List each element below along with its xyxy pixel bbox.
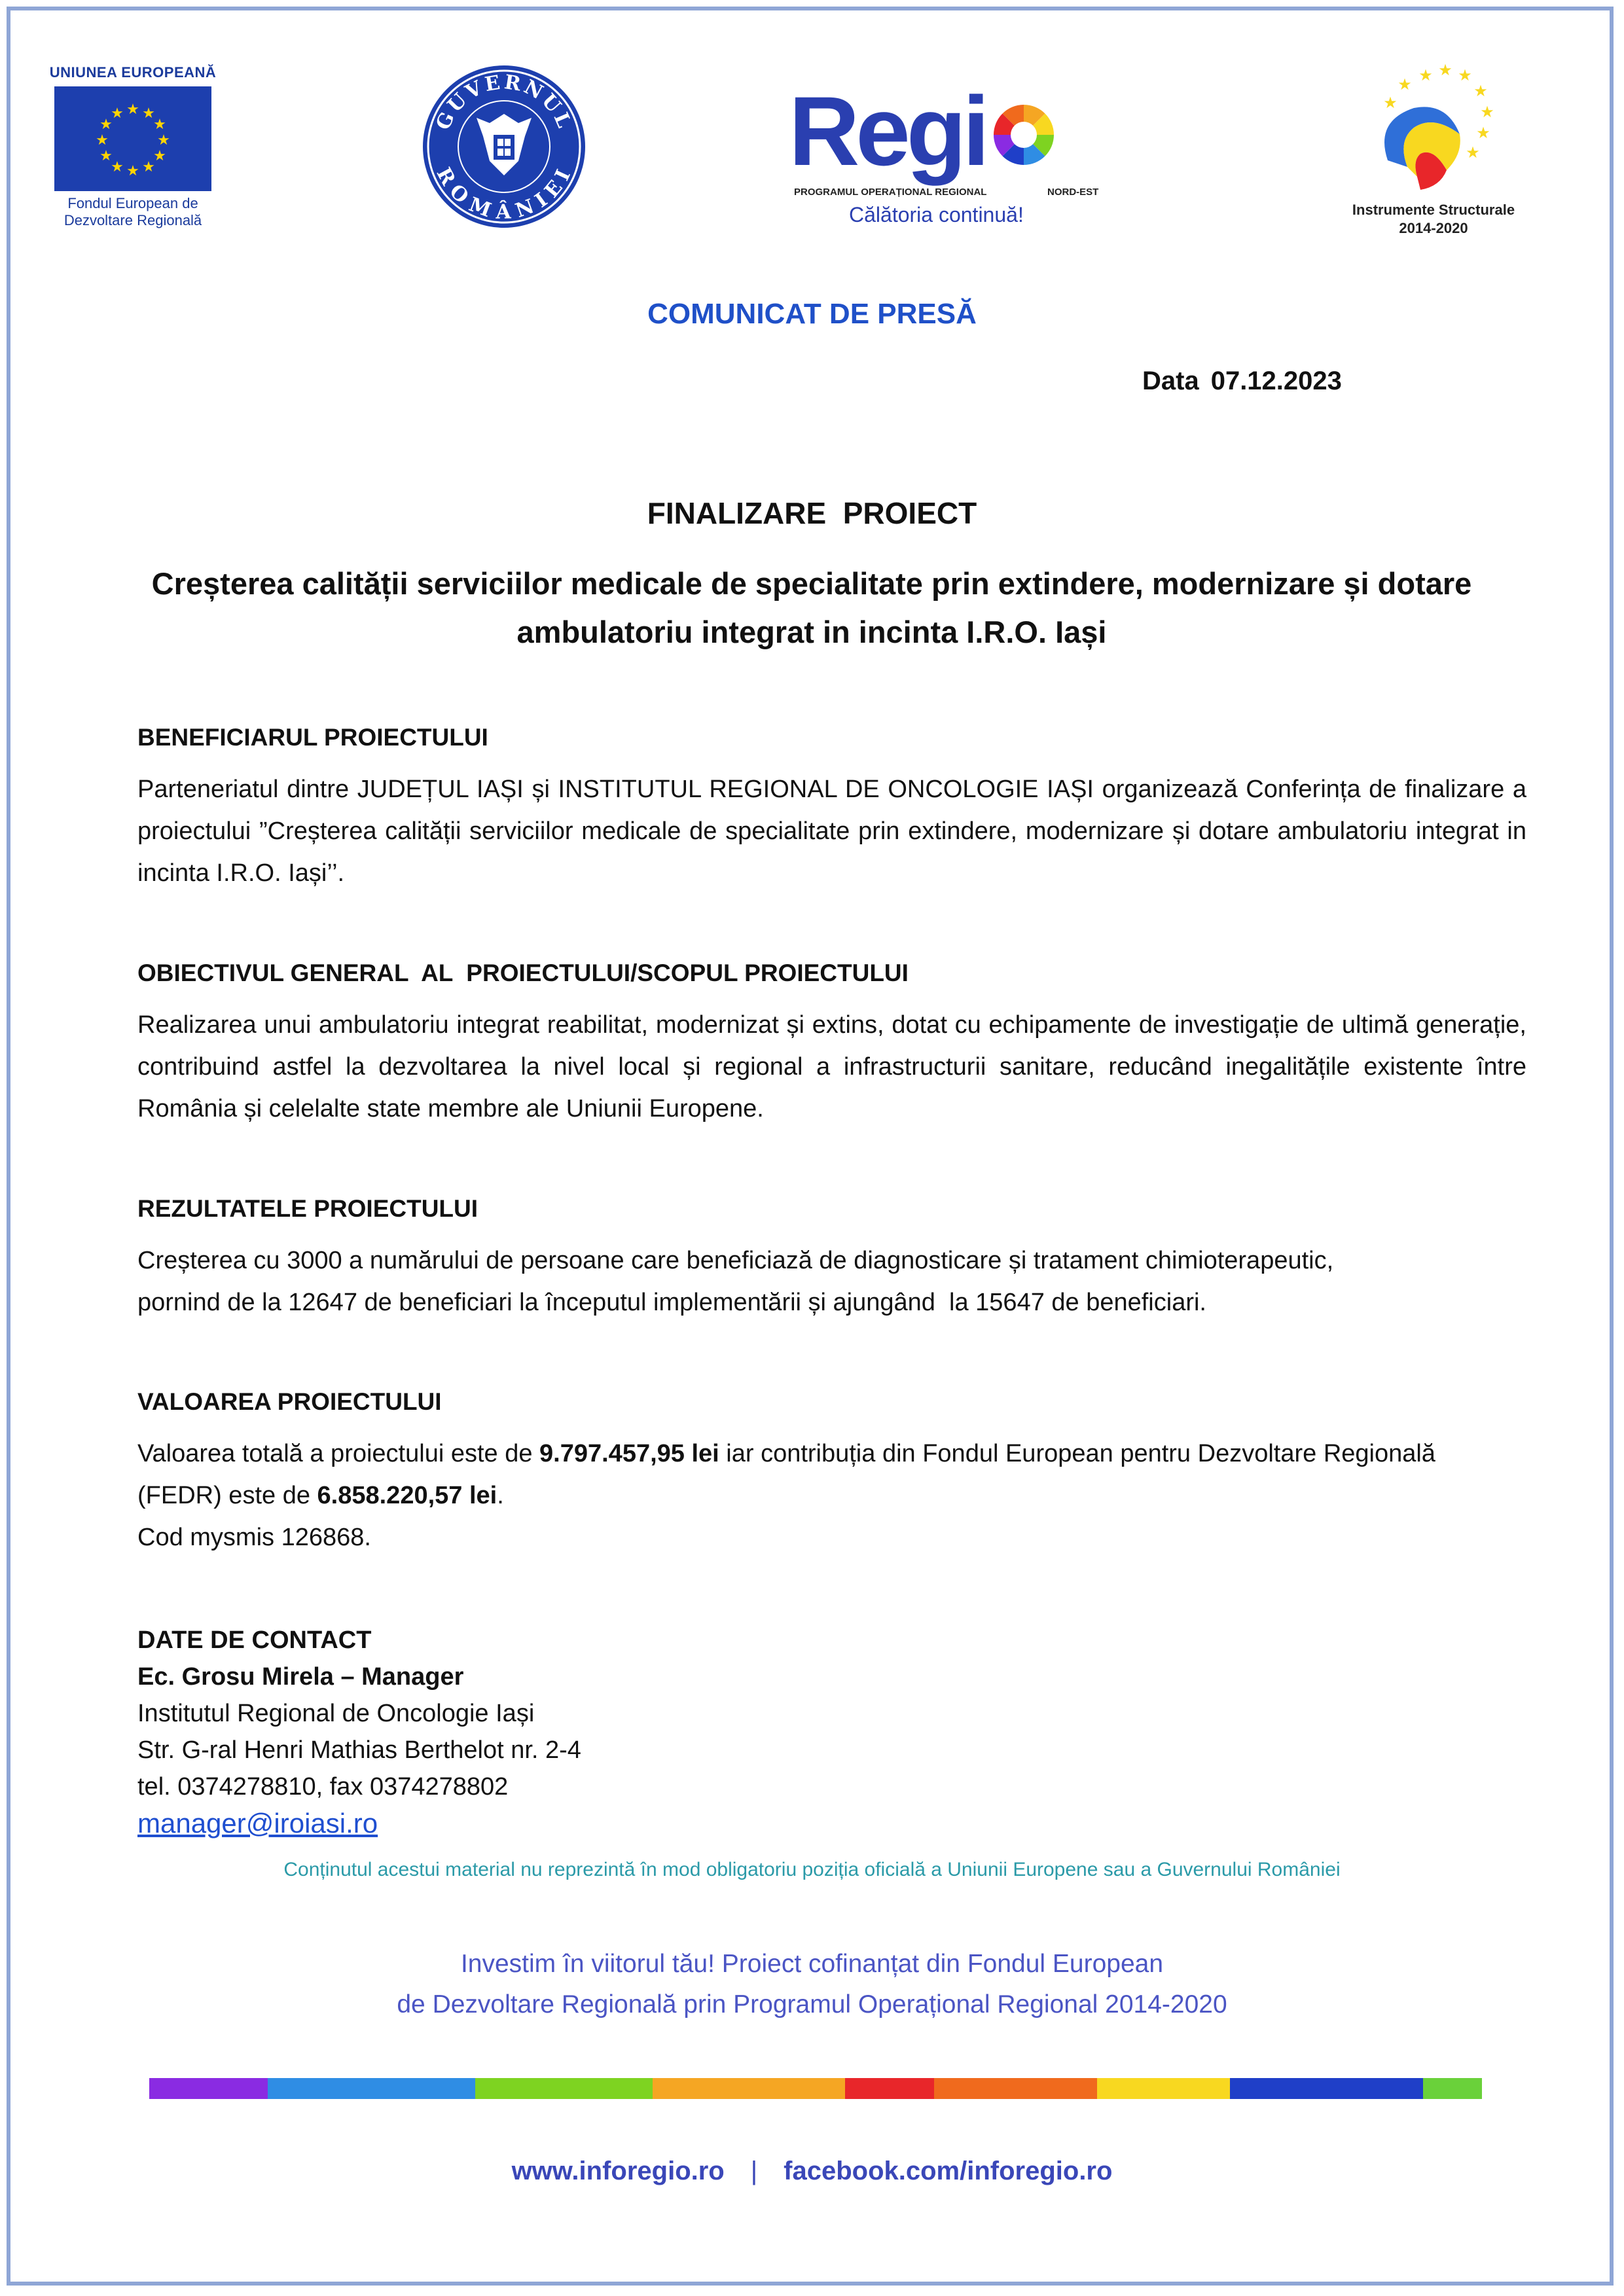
svg-text:★: ★ <box>111 159 124 175</box>
svg-text:★: ★ <box>1466 143 1480 162</box>
contact-block <box>137 1622 1119 1843</box>
footer-separator: | <box>750 2157 758 2185</box>
press-release-title: COMUNICAT DE PRESĂ <box>647 298 977 330</box>
contact-name: Ec. Grosu Mirela – Manager <box>137 1663 464 1691</box>
government-seal-top: GUVERNUL <box>431 71 577 134</box>
svg-text:★: ★ <box>1473 82 1488 100</box>
svg-text:★: ★ <box>1458 66 1472 84</box>
eu-disclaimer: Conținutul acestui material nu reprezintă în mod obligatoriu poziția oficială a Uniunii Europene sau a Guvernului României <box>283 1859 1341 1880</box>
mysmis-code: Cod mysmis 126868. <box>137 1524 371 1551</box>
svg-text:★: ★ <box>99 148 113 164</box>
svg-text:★: ★ <box>99 117 113 133</box>
regio-color-wheel-icon <box>991 102 1056 171</box>
color-stripe-segment <box>475 2078 653 2099</box>
svg-text:★: ★ <box>153 148 166 164</box>
fedr-value: 6.858.220,57 lei <box>317 1482 497 1509</box>
svg-text:★: ★ <box>126 163 139 179</box>
results-section <box>137 1193 1526 1323</box>
svg-text:★: ★ <box>111 105 124 122</box>
color-stripe-segment <box>268 2078 475 2099</box>
objective-section <box>137 957 1526 1130</box>
contact-institution: Institutul Regional de Oncologie Iași <box>137 1700 535 1727</box>
eu-flag-icon <box>54 86 211 191</box>
eu-logo <box>45 64 221 247</box>
beneficiary-text: Parteneriatul dintre JUDEȚUL IAȘI și INSTITUTUL REGIONAL DE ONCOLOGIE IAȘI organizează Conferința de finalizare a proiectului ”Creșterea calității serviciilor medicale de specialitate prin extindere, modernizare și dotare ambulatoriu integrat in incinta I.R.O. Iași’’. <box>137 776 1526 887</box>
date-value: 07.12.2023 <box>1210 367 1342 395</box>
project-title: Creșterea calității serviciilor medicale de specialitate prin extindere, modernizare și dotare ambulatoriu integrat in incinta I.R.O. Iași <box>151 566 1472 649</box>
value-text-1: Valoarea totală a proiectului este de <box>137 1440 540 1467</box>
funding-line-1: Investim în viitorul tău! Proiect cofinanțat din Fondul European <box>460 1950 1164 1978</box>
color-stripe-segment <box>1423 2078 1482 2099</box>
government-seal-logo <box>420 63 588 230</box>
svg-text:★: ★ <box>153 117 166 133</box>
results-line-2: pornind de la 12647 de beneficiari la începutul implementării și ajungând la 15647 de beneficiari. <box>137 1289 1206 1316</box>
results-line-1: Creșterea cu 3000 a numărului de persoane care beneficiază de diagnosticare și tratament chimioterapeutic, <box>137 1247 1334 1274</box>
eu-logo-caption-1: Fondul European de <box>67 195 198 211</box>
total-value: 9.797.457,95 lei <box>539 1440 719 1467</box>
svg-text:★: ★ <box>1476 124 1490 142</box>
contact-phone: tel. 0374278810, fax 0374278802 <box>137 1773 509 1801</box>
value-section <box>137 1386 1526 1558</box>
objective-heading: OBIECTIVUL GENERAL AL PROIECTULUI/SCOPUL PROIECTULUI <box>137 960 909 986</box>
value-text-2: iar contribuția din Fondul European pentru Dezvoltare Regională (FEDR) este de <box>137 1440 1435 1509</box>
finalization-heading: FINALIZARE PROIECT <box>647 496 977 530</box>
svg-text:★: ★ <box>1418 66 1433 84</box>
color-stripe-segment <box>934 2078 1097 2099</box>
value-text <box>137 1433 1525 1558</box>
regio-wordmark: Regi <box>789 76 986 186</box>
svg-text:★: ★ <box>1398 75 1412 94</box>
svg-text:★: ★ <box>1480 103 1494 121</box>
svg-text:★: ★ <box>96 132 109 149</box>
color-stripe-segment <box>1097 2078 1231 2099</box>
instrumente-structurale-line2: 2014-2020 <box>1399 220 1468 236</box>
svg-text:★: ★ <box>142 105 155 122</box>
value-heading: VALOAREA PROIECTULUI <box>137 1388 442 1415</box>
color-stripe-segment <box>1230 2078 1422 2099</box>
instrumente-structurale-caption <box>1335 201 1532 238</box>
contact-email-link[interactable]: manager@iroiasi.ro <box>137 1808 378 1839</box>
svg-text:★: ★ <box>126 101 139 118</box>
funding-statement <box>0 1944 1624 2025</box>
eu-logo-title: UNIUNEA EUROPEANĂ <box>49 64 217 81</box>
regio-region: NORD-EST <box>1047 187 1099 198</box>
contact-address: Str. G-ral Henri Mathias Berthelot nr. 2-4 <box>137 1736 581 1764</box>
contact-heading: DATE DE CONTACT <box>137 1626 372 1654</box>
instrumente-structurale-logo <box>1335 62 1532 245</box>
svg-text:★: ★ <box>142 159 155 175</box>
beneficiary-section <box>137 721 1526 894</box>
instrumente-structurale-emblem-icon <box>1335 62 1532 196</box>
objective-text: Realizarea unui ambulatoriu integrat reabilitat, modernizat și extins, dotat cu echipamente de investigație de ultimă generație, contribuind astfel la dezvoltarea la nivel local și regional a infrastructurii sanitare, reducând inegalitățile existente între România și celelalte state membre ale Uniunii Europene. <box>137 1011 1526 1122</box>
regio-logo <box>789 76 1129 239</box>
press-date <box>1142 367 1342 396</box>
regio-subtitle: PROGRAMUL OPERAȚIONAL REGIONAL <box>794 187 987 198</box>
footer-facebook-link[interactable]: facebook.com/inforegio.ro <box>784 2157 1113 2185</box>
results-heading: REZULTATELE PROIECTULUI <box>137 1195 478 1222</box>
color-stripe-segment <box>845 2078 934 2099</box>
beneficiary-heading: BENEFICIARUL PROIECTULUI <box>137 724 488 751</box>
government-seal-bottom: ROMÂNIEI <box>431 164 577 224</box>
funding-line-2: de Dezvoltare Regională prin Programul Operațional Regional 2014-2020 <box>397 1990 1227 2018</box>
instrumente-structurale-line1: Instrumente Structurale <box>1352 202 1515 218</box>
color-stripe-segment <box>149 2078 268 2099</box>
eu-logo-caption-2: Dezvoltare Regională <box>63 212 202 228</box>
svg-text:★: ★ <box>1383 94 1398 112</box>
footer-links <box>0 2157 1624 2186</box>
date-label: Data <box>1142 367 1199 395</box>
footer-website-link[interactable]: www.inforegio.ro <box>511 2157 725 2185</box>
svg-text:★: ★ <box>1438 62 1453 79</box>
color-stripe <box>149 2078 1482 2099</box>
svg-text:★: ★ <box>157 132 170 149</box>
regio-tagline: Călătoria continuă! <box>849 203 1024 226</box>
value-text-3: . <box>497 1482 504 1509</box>
color-stripe-segment <box>653 2078 845 2099</box>
results-text <box>137 1240 1526 1323</box>
